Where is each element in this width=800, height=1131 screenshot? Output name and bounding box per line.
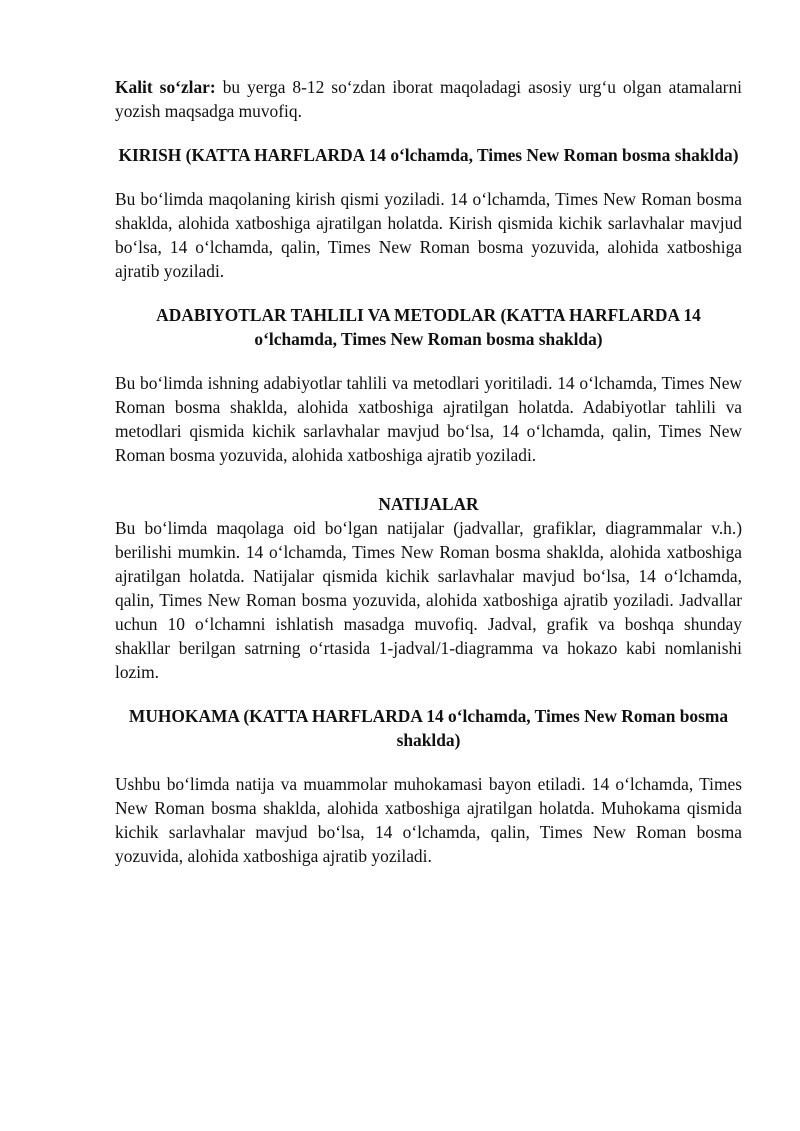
keywords-text: bu yerga 8-12 so‘zdan iborat maqoladagi asosiy urg‘u olgan atamalarni yozish maqsadga muvofiq. [115, 77, 742, 121]
section-heading-kirish: KIRISH (KATTA HARFLARDA 14 o‘lchamda, Times New Roman bosma shaklda) [118, 145, 739, 165]
section-body-kirish: Bu bo‘limda maqolaning kirish qismi yoziladi. 14 o‘lchamda, Times New Roman bosma shaklda, alohida xatboshiga ajratilgan holatda. Kirish qismida kichik sarlavhalar mavjud bo‘lsa, 14 o‘lchamda, qalin, Times New Roman bosma yozuvida, alohida xatboshiga ajratib yoziladi. [115, 189, 742, 281]
section-body-natijalar: Bu bo‘limda maqolaga oid bo‘lgan natijalar (jadvallar, grafiklar, diagrammalar v.h.) berilishi mumkin. 14 o‘lchamda, Times New Roman bosma shaklda, alohida xatboshiga ajratilgan holatda. Natijalar qismida kichik sarlavhalar mavjud bo‘lsa, 14 o‘lchamda, qalin, Times New Roman bosma yozuvida, alohida xatboshiga ajratib yoziladi. Jadvallar uchun 10 o‘lchamni ishlatish masadga muvofiq. Jadval, grafik va boshqa shunday shakllar berilgan satrning o‘rtasida 1-jadval/1-diagramma va hokazo kabi nomlanishi lozim. [115, 518, 742, 682]
section-heading-muhokama: MUHOKAMA (KATTA HARFLARDA 14 o‘lchamda, Times New Roman bosma shaklda) [128, 706, 729, 750]
section-heading-adabiyotlar: ADABIYOTLAR TAHLILI VA METODLAR (KATTA HARFLARDA 14 o‘lchamda, Times New Roman bosma shaklda) [156, 305, 701, 349]
keywords-paragraph [115, 75, 742, 123]
section-body-adabiyotlar: Bu bo‘limda ishning adabiyotlar tahlili va metodlari yoritiladi. 14 o‘lchamda, Times New Roman bosma shaklda, alohida xatboshiga ajratilgan holatda. Adabiyotlar tahlili va metodlari qismida kichik sarlavhalar mavjud bo‘lsa, 14 o‘lchamda, qalin, Times New Roman bosma yozuvida, alohida xatboshiga ajratib yoziladi. [115, 373, 742, 465]
section-heading-natijalar: NATIJALAR [378, 494, 479, 514]
section-body-muhokama: Ushbu bo‘limda natija va muammolar muhokamasi bayon etiladi. 14 o‘lchamda, Times New Roman bosma shaklda, alohida xatboshiga ajratilgan holatda. Muhokama qismida kichik sarlavhalar mavjud bo‘lsa, 14 o‘lchamda, qalin, Times New Roman bosma yozuvida, alohida xatboshiga ajratib yoziladi. [115, 774, 742, 866]
keywords-label: Kalit so‘zlar: [115, 77, 216, 97]
